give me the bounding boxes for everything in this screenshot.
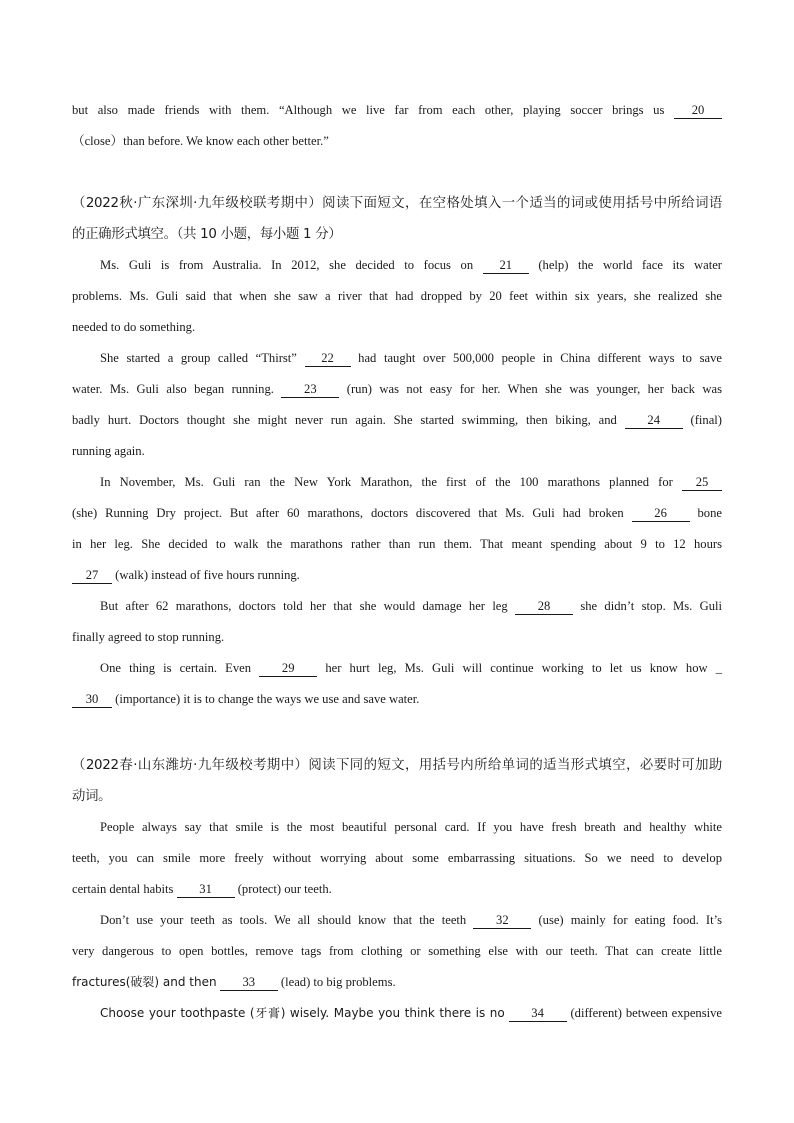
answer-blank-27[interactable]: 27 [72, 568, 112, 584]
passage-1-tail [72, 95, 722, 157]
question-heading: （2022秋·广东深圳·九年级校联考期中）阅读下面短文，在空格处填入一个适当的词或使用括号中所给词语 [72, 196, 722, 211]
text-line: Ms. Guli is from Australia. In 2012, she decided to focus on 21 (help) the world face its water [100, 258, 722, 272]
passage-2 [72, 188, 722, 715]
text-line: 27 (walk) instead of five hours running. [72, 560, 722, 591]
answer-blank-28[interactable]: 28 [515, 599, 573, 615]
text-line: certain dental habits 31 (protect) our teeth. [72, 882, 332, 896]
text-line: very dangerous to open bottles, remove tags from clothing or something else with our teeth. That can create little [72, 944, 722, 958]
text-line: (she) Running Dry project. But after 60 marathons, doctors discovered that Ms. Guli had broken 26 bone [72, 506, 722, 520]
text-line: （close）than before. We know each other better.” [72, 134, 329, 148]
text-line: Don’t use your teeth as tools. We all should know that the teeth 32 (use) mainly for eating food. It’s [100, 913, 722, 927]
text-line: One thing is certain. Even 29 her hurt leg, Ms. Guli will continue working to let us know how _ [100, 661, 723, 675]
answer-blank-29[interactable]: 29 [259, 661, 317, 677]
answer-blank-32[interactable]: 32 [473, 913, 531, 929]
answer-blank-31[interactable]: 31 [177, 882, 235, 898]
text-line: finally agreed to stop running. [72, 630, 225, 644]
passage-3 [72, 750, 722, 1029]
answer-blank-24[interactable]: 24 [625, 413, 683, 429]
text-line: problems. Ms. Guli said that when she saw a river that had dropped by 20 feet within six years, she realized she [72, 289, 722, 303]
text-line: running again. [72, 444, 145, 458]
question-heading: 的正确形式填空。（共 10 小题，每小题 1 分） [72, 227, 342, 242]
text-line: 30 (importance) it is to change the ways we use and save water. [72, 684, 722, 715]
text-line: Choose your toothpaste (牙膏) wisely. Maybe you think there is no 34 (different) between expensive [100, 1006, 723, 1020]
text-line: but also made friends with them. “Although we live far from each other, playing soccer brings us 20 [72, 95, 722, 126]
text-line: badly hurt. Doctors thought she might never run again. She started swimming, then biking, and 24 (final) [72, 413, 722, 427]
question-heading: （2022春·山东潍坊·九年级校考期中）阅读下同的短文，用括号内所给单词的适当形式填空，必要时可加助 [72, 758, 722, 773]
text-line: water. Ms. Guli also began running. 23 (run) was not easy for her. When she was younger, her back was [72, 382, 722, 396]
answer-blank-23[interactable]: 23 [281, 382, 339, 398]
text-line: needed to do something. [72, 320, 196, 334]
answer-blank-30[interactable]: 30 [72, 692, 112, 708]
answer-blank-25[interactable]: 25 [682, 475, 722, 491]
answer-blank-21[interactable]: 21 [483, 258, 529, 274]
answer-blank-34[interactable]: 34 [509, 1006, 567, 1022]
text-line: in her leg. She decided to walk the marathons rather than run them. That meant spending about 9 to 12 hours [72, 537, 722, 551]
text-line: fractures(破裂) and then 33 (lead) to big problems. [72, 975, 396, 989]
text-line: But after 62 marathons, doctors told her that she would damage her leg 28 she didn’t stop. Ms. Guli [100, 599, 722, 613]
answer-blank-26[interactable]: 26 [632, 506, 690, 522]
text-line: In November, Ms. Guli ran the New York Marathon, the first of the 100 marathons planned for 25 [72, 467, 722, 498]
text-line: She started a group called “Thirst” 22 had taught over 500,000 people in China different ways to save [100, 351, 722, 365]
answer-blank-33[interactable]: 33 [220, 975, 278, 991]
answer-blank-20[interactable]: 20 [674, 103, 722, 119]
answer-blank-22[interactable]: 22 [305, 351, 351, 367]
text-line: People always say that smile is the most beautiful personal card. If you have fresh breath and healthy white [100, 820, 722, 834]
text-line: teeth, you can smile more freely without worrying about some embarrassing situations. So we need to develop [72, 851, 722, 865]
question-heading: 动词。 [72, 789, 112, 804]
